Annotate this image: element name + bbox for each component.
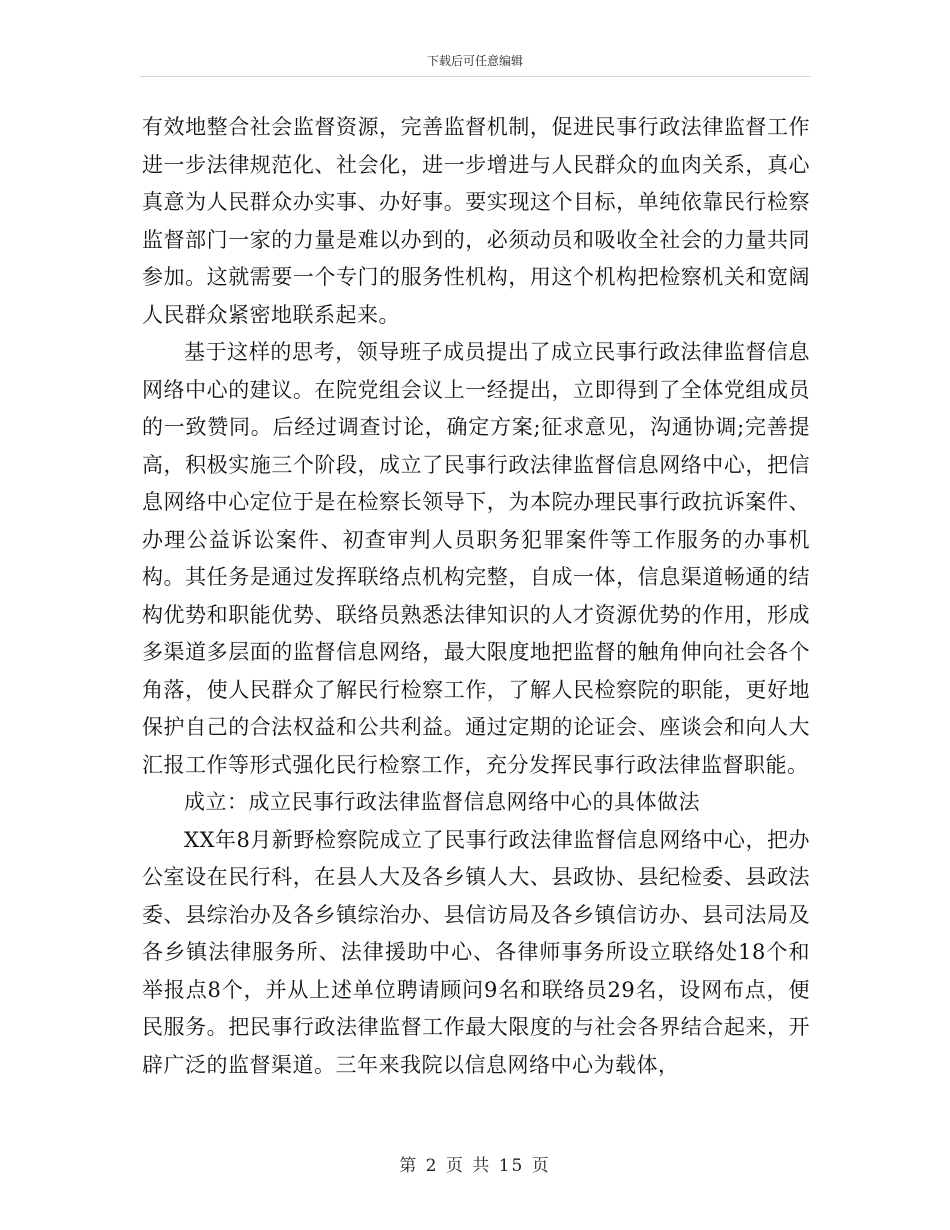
header-divider	[140, 76, 811, 77]
paragraph-practice: XX年8月新野检察院成立了民事行政法律监督信息网络中心，把办公室设在民行科，在县人大及各乡镇人大、县政协、县纪检委、县政法委、县综治办及各乡镇综治办、县信访局及各乡镇信访办、县司法局及各乡镇法律服务所、法律援助中心、各律师事务所设立联络处18个和举报点8个，并从上述单位聘请顾问9名和联络员29名，设网布点，便民服务。把民事行政法律监督工作最大限度的与社会各界结合起来，开辟广泛的监督渠道。三年来我院以信息网络中心为载体，	[142, 827, 810, 1077]
section-heading: 成立：成立民事行政法律监督信息网络中心的具体做法	[184, 790, 700, 814]
paragraph-reasoning: 基于这样的思考，领导班子成员提出了成立民事行政法律监督信息网络中心的建议。在院党组会议上一经提出，立即得到了全体党组成员的一致赞同。后经过调查讨论，确定方案;征求意见，沟通协调;完善提高，积极实施三个阶段，成立了民事行政法律监督信息网络中心，把信息网络中心定位于是在检察长领导下，为本院办理民事行政抗诉案件、办理公益诉讼案件、初查审判人员职务犯罪案件等工作服务的办事机构。其任务是通过发挥联络点机构完整，自成一体，信息渠道畅通的结构优势和职能优势、联络员熟悉法律知识的人才资源优势的作用，形成多渠道多层面的监督信息网络，最大限度地把监督的触角伸向社会各个角落，使人民群众了解民行检察工作，了解人民检察院的职能，更好地保护自己的合法权益和公共利益。通过定期的论证会、座谈会和向人大汇报工作等形式强化民行检察工作，充分发挥民事行政法律监督职能。	[142, 340, 810, 777]
document-body	[142, 109, 810, 1084]
page-header-note: 下载后可任意编辑	[426, 54, 523, 68]
paragraph-continuation: 有效地整合社会监督资源，完善监督机制，促进民事行政法律监督工作进一步法律规范化、社会化，进一步增进与人民群众的血肉关系，真心真意为人民群众办实事、办好事。要实现这个目标，单纯依靠民行检察监督部门一家的力量是难以办到的，必须动员和吸收全社会的力量共同参加。这就需要一个专门的服务性机构，用这个机构把检察机关和宽阔人民群众紧密地联系起来。	[142, 115, 810, 327]
page-number: 第 2 页 共 15 页	[399, 1156, 551, 1176]
